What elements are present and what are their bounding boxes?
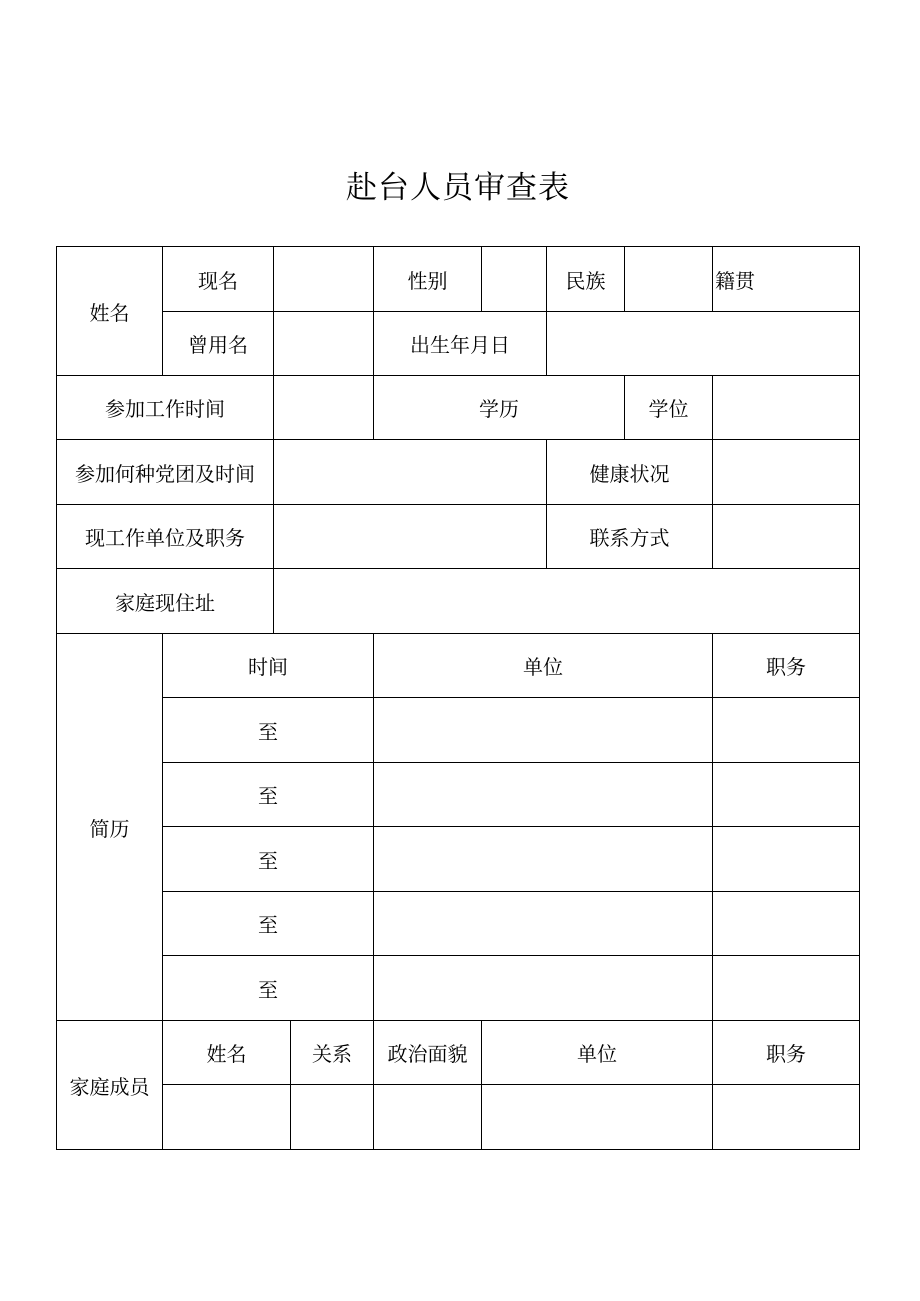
family-header-unit: 单位	[577, 1042, 617, 1066]
current-name-field[interactable]	[274, 247, 373, 311]
current-name-label: 现名	[198, 268, 238, 293]
birth-date-label: 出生年月日	[410, 333, 510, 357]
resume-row-time: 至	[258, 848, 278, 873]
resume-row-time: 至	[258, 977, 278, 1002]
resume-row-time: 至	[258, 719, 278, 744]
contact-field[interactable]	[713, 505, 859, 568]
gender-label: 性别	[407, 268, 448, 293]
resume-header-position: 职务	[766, 655, 806, 679]
work-start-time-label: 参加工作时间	[105, 397, 225, 421]
resume-row-time: 至	[258, 784, 278, 808]
form-title: 赴台人员审查表	[346, 170, 570, 206]
family-header-position: 职务	[766, 1042, 806, 1066]
family-header-name: 姓名	[206, 1042, 247, 1066]
table-border-bottom	[56, 1149, 860, 1150]
resume-header-unit: 单位	[523, 655, 563, 679]
table-border-right	[859, 246, 860, 1150]
name-label: 姓名	[89, 300, 130, 325]
contact-label: 联系方式	[589, 526, 670, 550]
health-field[interactable]	[713, 440, 859, 504]
current-unit-position-label: 现工作单位及职务	[85, 526, 245, 550]
resume-header-time: 时间	[248, 655, 288, 679]
degree-label: 学位	[648, 397, 689, 421]
home-address-field[interactable]	[274, 569, 859, 633]
degree-field[interactable]	[713, 376, 859, 439]
health-label: 健康状况	[589, 461, 670, 486]
gender-field[interactable]	[482, 247, 546, 311]
current-unit-position-field[interactable]	[274, 505, 546, 568]
home-address-label: 家庭现住址	[115, 590, 215, 615]
party-and-time-label: 参加何种党团及时间	[75, 461, 255, 486]
ethnicity-field[interactable]	[625, 247, 712, 311]
family-header-relation: 关系	[312, 1042, 352, 1066]
party-and-time-field[interactable]	[274, 440, 546, 504]
family-members-label: 家庭成员	[69, 1074, 150, 1099]
birth-date-field[interactable]	[547, 312, 859, 375]
work-start-time-field[interactable]	[274, 376, 373, 439]
resume-row-time: 至	[258, 913, 278, 937]
former-name-field[interactable]	[274, 312, 373, 375]
family-header-political-status: 政治面貌	[387, 1042, 468, 1066]
row-divider	[162, 1084, 860, 1085]
native-place-label: 籍贯	[715, 268, 755, 293]
former-name-label: 曾用名	[188, 333, 248, 357]
ethnicity-label: 民族	[565, 268, 606, 293]
education-label: 学历	[479, 397, 519, 421]
resume-label: 简历	[89, 816, 130, 841]
